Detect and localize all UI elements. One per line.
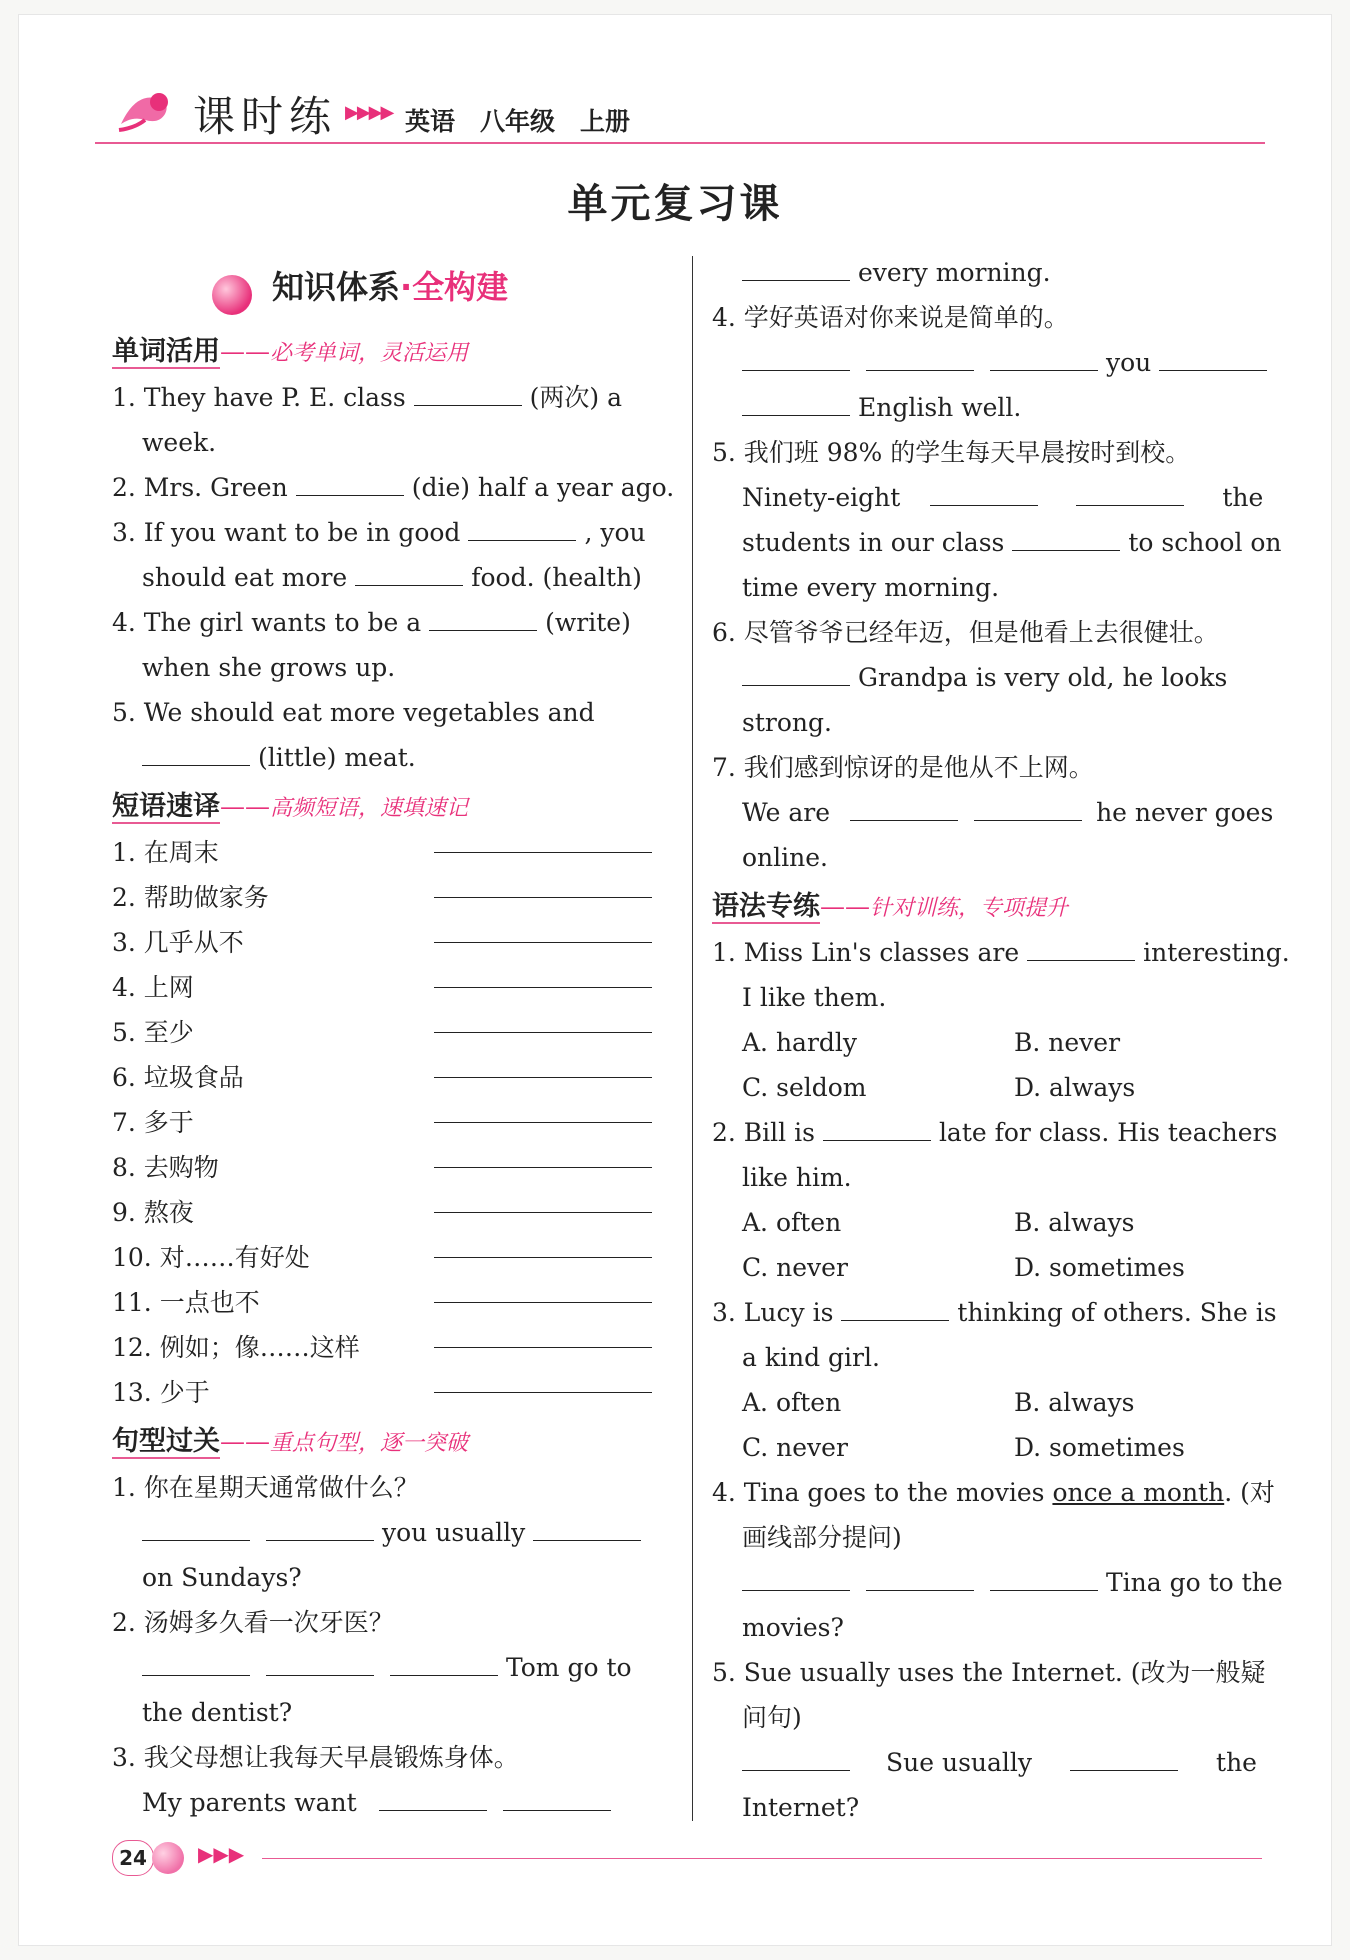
header-arrows-icon: ▶▶▶▶ <box>345 102 393 123</box>
option-b[interactable]: B. always <box>1014 1208 1135 1237</box>
answer-blank[interactable] <box>841 1300 949 1321</box>
answer-blank[interactable] <box>434 965 652 988</box>
section-heading-words <box>112 329 672 375</box>
page-title: 单元复习课 <box>567 181 783 227</box>
question-line <box>712 1560 1283 1605</box>
option-d[interactable]: D. sometimes <box>1014 1253 1185 1282</box>
text: 2. 帮助做家务 <box>112 883 269 912</box>
question-line <box>712 745 1270 790</box>
question-line <box>712 1605 1270 1650</box>
text: 3. If you want to be in good <box>112 518 461 547</box>
text: Tom go to <box>506 1653 632 1682</box>
phrase-item <box>112 875 672 920</box>
answer-blank[interactable] <box>850 800 958 821</box>
answer-blank[interactable] <box>742 665 850 686</box>
text: when she grows up. <box>142 653 396 682</box>
text: 2. Bill is <box>712 1118 815 1147</box>
option-a[interactable]: A. often <box>742 1208 842 1237</box>
section-dash: —— <box>820 892 870 921</box>
text: 4. 学好英语对你来说是简单的。 <box>712 303 1069 332</box>
option-row <box>712 1380 1270 1425</box>
text: should eat more <box>142 563 348 592</box>
text: 问句) <box>742 1703 802 1732</box>
answer-blank[interactable] <box>434 875 652 898</box>
text: 11. 一点也不 <box>112 1288 260 1317</box>
question-line <box>112 1735 672 1780</box>
text: 2. Mrs. Green <box>112 473 288 502</box>
text: , you <box>584 518 646 547</box>
answer-blank[interactable] <box>266 1655 374 1676</box>
answer-blank[interactable] <box>142 1520 250 1541</box>
text: you usually <box>382 1518 526 1547</box>
section-tagline: 重点句型，逐一突破 <box>270 1431 469 1456</box>
question-line <box>112 510 672 555</box>
question-line <box>712 1740 1270 1785</box>
text: 3. 我父母想让我每天早晨锻炼身体。 <box>112 1743 519 1772</box>
text: 5. Sue usually uses the Internet. (改为一般疑 <box>712 1658 1266 1687</box>
phrase-item <box>112 1010 672 1055</box>
phrase-item <box>112 830 672 875</box>
question-line <box>712 520 1282 565</box>
question-line <box>712 340 1270 385</box>
phrase-item <box>112 965 672 1010</box>
answer-blank[interactable] <box>434 1190 652 1213</box>
text: on Sundays? <box>142 1563 302 1592</box>
question-line <box>112 1690 672 1735</box>
text: 1. 你在星期天通常做什么？ <box>112 1473 419 1502</box>
right-column <box>712 250 1290 1830</box>
question-line <box>712 1785 1270 1830</box>
option-a[interactable]: A. hardly <box>742 1028 858 1057</box>
option-b[interactable]: B. always <box>1014 1388 1135 1417</box>
option-row <box>712 1020 1270 1065</box>
section-dash: —— <box>220 792 270 821</box>
answer-blank[interactable] <box>990 350 1098 371</box>
answer-blank[interactable] <box>990 1570 1098 1591</box>
option-row <box>712 1065 1270 1110</box>
text: Sue usually <box>886 1748 1033 1777</box>
answer-blank[interactable] <box>866 1570 974 1591</box>
question-line <box>112 690 672 735</box>
answer-blank[interactable] <box>742 260 850 281</box>
text: (die) half a year ago. <box>411 473 675 502</box>
question-line <box>712 700 1270 745</box>
pink-ball-icon <box>212 275 252 315</box>
answer-blank[interactable] <box>742 1750 850 1771</box>
text: Ninety-eight <box>742 483 901 512</box>
answer-blank[interactable] <box>1159 350 1267 371</box>
question-line <box>712 1290 1277 1335</box>
text: 4. Tina goes to the movies <box>712 1478 1045 1507</box>
answer-blank[interactable] <box>434 1280 652 1303</box>
answer-blank[interactable] <box>742 350 850 371</box>
section-heading-grammar <box>712 884 1270 930</box>
section-name: 语法专练 <box>712 891 820 922</box>
text: every morning. <box>858 258 1051 287</box>
underlined-phrase: once a month <box>1052 1478 1225 1507</box>
answer-blank[interactable] <box>434 1325 652 1348</box>
question-line <box>112 1600 672 1645</box>
answer-blank[interactable] <box>379 1790 487 1811</box>
question-line <box>712 975 1270 1020</box>
answer-blank[interactable] <box>434 1370 652 1393</box>
question-line <box>712 1110 1278 1155</box>
text: 4. The girl wants to be a <box>112 608 422 637</box>
option-row <box>712 1200 1270 1245</box>
section-dash: —— <box>220 1427 270 1456</box>
text: I like them. <box>742 983 887 1012</box>
phrase-item <box>112 1370 672 1415</box>
question-line <box>112 420 672 465</box>
question-line <box>712 1155 1270 1200</box>
text: 9. 熬夜 <box>112 1198 194 1227</box>
text: to school on <box>1128 528 1282 557</box>
question-line <box>112 1510 672 1555</box>
pink-ball-icon <box>152 1842 184 1874</box>
question-line <box>712 930 1290 975</box>
option-d[interactable]: D. sometimes <box>1014 1433 1185 1462</box>
answer-blank[interactable] <box>533 1520 641 1541</box>
answer-blank[interactable] <box>434 1235 652 1258</box>
text: 画线部分提问) <box>742 1523 902 1552</box>
phrase-item <box>112 1055 672 1100</box>
text: 10. 对……有好处 <box>112 1243 310 1272</box>
text: thinking of others. She is <box>957 1298 1277 1327</box>
text: We are <box>742 798 831 827</box>
phrase-item <box>112 1145 672 1190</box>
question-line <box>112 1555 672 1600</box>
option-c[interactable]: C. never <box>742 1433 848 1462</box>
section-heading-phrases <box>112 784 672 830</box>
text: 6. 尽管爷爷已经年迈，但是他看上去很健壮。 <box>712 618 1219 647</box>
question-line <box>112 1465 672 1510</box>
text: 3. Lucy is <box>712 1298 834 1327</box>
question-line <box>712 1650 1270 1695</box>
text: (两次) a <box>529 383 623 412</box>
question-line <box>712 565 1270 610</box>
answer-blank[interactable] <box>429 610 537 631</box>
phrase-item <box>112 1235 672 1280</box>
page-number: 24 <box>112 1840 154 1876</box>
text: 5. 我们班 98% 的学生每天早晨按时到校。 <box>712 438 1191 467</box>
answer-blank[interactable] <box>434 830 652 853</box>
answer-blank[interactable] <box>434 920 652 943</box>
option-c[interactable]: C. never <box>742 1253 848 1282</box>
text: 7. 我们感到惊讶的是他从不上网。 <box>712 753 1094 782</box>
header-divider <box>95 142 1265 144</box>
text: late for class. His teachers <box>938 1118 1278 1147</box>
answer-blank[interactable] <box>434 1055 652 1078</box>
option-row <box>712 1245 1270 1290</box>
question-line <box>712 655 1270 700</box>
answer-blank[interactable] <box>434 1100 652 1123</box>
footer-arrows-icon: ▶▶▶ <box>198 1842 245 1866</box>
column-divider <box>692 256 693 1821</box>
text: students in our class <box>742 528 1005 557</box>
question-line <box>712 295 1270 340</box>
question-line <box>712 385 1270 430</box>
section-name: 句型过关 <box>112 1426 220 1457</box>
phrase-item <box>112 1280 672 1325</box>
question-line <box>112 375 672 420</box>
section-banner <box>112 255 672 325</box>
text: like him. <box>742 1163 852 1192</box>
answer-blank[interactable] <box>742 395 850 416</box>
text: 12. 例如；像……这样 <box>112 1333 360 1362</box>
phrase-item <box>112 920 672 965</box>
text: he never goes <box>1096 798 1274 827</box>
question-line <box>112 555 672 600</box>
banner-part1: 知识体系 <box>272 268 401 306</box>
page-header <box>95 78 1265 148</box>
answer-blank[interactable] <box>390 1655 498 1676</box>
text: food. (health) <box>471 563 642 592</box>
question-line <box>112 465 675 510</box>
answer-blank[interactable] <box>823 1120 931 1141</box>
section-tagline: 必考单词，灵活运用 <box>270 341 469 366</box>
text: 5. 至少 <box>112 1018 194 1047</box>
header-title: 课时练 <box>193 92 338 141</box>
text: 1. Miss Lin's classes are <box>712 938 1020 967</box>
question-line <box>712 1335 1270 1380</box>
text: the dentist? <box>142 1698 293 1727</box>
text: (write) <box>545 608 631 637</box>
left-column <box>112 255 675 1825</box>
question-line <box>712 475 1270 520</box>
text: 6. 垃圾食品 <box>112 1063 244 1092</box>
text: 2. 汤姆多久看一次牙医？ <box>112 1608 394 1637</box>
answer-blank[interactable] <box>742 1570 850 1591</box>
text: movies? <box>742 1613 844 1642</box>
text: 8. 去购物 <box>112 1153 219 1182</box>
phrase-item <box>112 1190 672 1235</box>
ribbon-logo-icon <box>115 84 177 136</box>
question-line <box>712 430 1270 475</box>
answer-blank[interactable] <box>866 350 974 371</box>
option-row <box>712 1425 1270 1470</box>
option-c[interactable]: C. seldom <box>742 1073 867 1102</box>
question-line <box>712 1695 1270 1740</box>
question-line <box>712 610 1270 655</box>
text: 13. 少于 <box>112 1378 210 1407</box>
answer-blank[interactable] <box>1027 940 1135 961</box>
answer-blank[interactable] <box>974 800 1082 821</box>
banner-title <box>272 265 508 310</box>
text: . (对 <box>1224 1478 1275 1507</box>
section-name: 短语速译 <box>112 791 220 822</box>
section-dash: —— <box>220 337 270 366</box>
question-line <box>112 1645 672 1690</box>
text: 1. 在周末 <box>112 838 219 867</box>
answer-blank[interactable] <box>296 475 404 496</box>
option-a[interactable]: A. often <box>742 1388 842 1417</box>
answer-blank[interactable] <box>434 1010 652 1033</box>
option-d[interactable]: D. always <box>1014 1073 1136 1102</box>
text: time every morning. <box>742 573 1000 602</box>
question-line <box>112 1780 672 1825</box>
question-line <box>112 735 672 780</box>
answer-blank[interactable] <box>142 745 250 766</box>
answer-blank[interactable] <box>434 1145 652 1168</box>
answer-blank[interactable] <box>142 1655 250 1676</box>
text: the <box>1216 1748 1257 1777</box>
text: (little) meat. <box>258 743 416 772</box>
text: strong. <box>742 708 832 737</box>
text: Grandpa is very old, he looks <box>858 663 1228 692</box>
text: 3. 几乎从不 <box>112 928 244 957</box>
question-line <box>112 600 672 645</box>
answer-blank[interactable] <box>355 565 463 586</box>
text: a kind girl. <box>742 1343 880 1372</box>
footer-divider <box>262 1858 1262 1859</box>
question-line <box>112 645 672 690</box>
option-b[interactable]: B. never <box>1014 1028 1121 1057</box>
answer-blank[interactable] <box>503 1790 611 1811</box>
text: online. <box>742 843 828 872</box>
question-line <box>712 250 1270 295</box>
question-line <box>712 1515 1270 1560</box>
answer-blank[interactable] <box>414 385 522 406</box>
text: the <box>1222 483 1264 512</box>
section-heading-sentences <box>112 1419 672 1465</box>
answer-blank[interactable] <box>1070 1750 1178 1771</box>
text: Tina go to the <box>1106 1568 1283 1597</box>
question-line <box>712 1470 1275 1515</box>
answer-blank[interactable] <box>468 520 576 541</box>
text: you <box>1106 348 1152 377</box>
answer-blank[interactable] <box>1012 530 1120 551</box>
section-tagline: 针对训练，专项提升 <box>870 896 1069 921</box>
phrase-item <box>112 1325 672 1370</box>
text: interesting. <box>1143 938 1290 967</box>
text: 5. We should eat more vegetables and <box>112 698 595 727</box>
text: 7. 多于 <box>112 1108 194 1137</box>
section-name: 单词活用 <box>112 336 220 367</box>
text: Internet? <box>742 1793 860 1822</box>
text: English well. <box>858 393 1022 422</box>
header-subtitle: 英语 八年级 上册 <box>405 107 631 136</box>
text: week. <box>142 428 217 457</box>
question-line <box>712 790 1274 835</box>
section-tagline: 高频短语，速填速记 <box>270 796 469 821</box>
banner-part2: 全构建 <box>412 268 509 306</box>
answer-blank[interactable] <box>930 485 1038 506</box>
text: 1. They have P. E. class <box>112 383 406 412</box>
banner-dot: · <box>400 268 413 306</box>
text: My parents want <box>142 1788 357 1817</box>
text: 4. 上网 <box>112 973 194 1002</box>
answer-blank[interactable] <box>1076 485 1184 506</box>
answer-blank[interactable] <box>266 1520 374 1541</box>
question-line <box>712 835 1270 880</box>
phrase-item <box>112 1100 672 1145</box>
